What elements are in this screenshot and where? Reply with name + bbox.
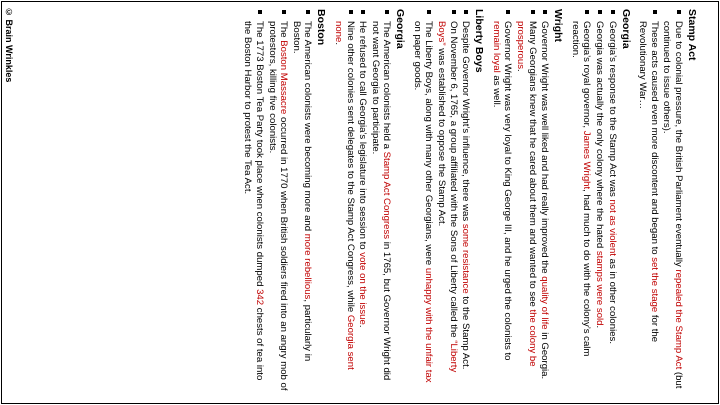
highlighted-text: stamps were sold [594, 250, 606, 326]
highlighted-text: Georgia sent none [332, 21, 356, 370]
bullet-item [661, 9, 684, 391]
body-text: as in other colonies. [606, 256, 618, 345]
body-text: Due to colonial pressure, the British Parliament eventually [673, 21, 684, 270]
body-text: The 1773 Boston Tea Party took place when colonists dumped [253, 21, 265, 290]
bullet-list [490, 9, 550, 391]
bullet-item [606, 9, 618, 391]
bullet-item [539, 9, 551, 391]
highlighted-text: Boston Massacre [278, 40, 290, 115]
section-heading: Stamp Act [686, 9, 698, 61]
body-text: , had much to do with the colony’s calm reaction. [569, 21, 593, 357]
body-text: On November 6, 1765, a group affiliated with the Sons of Liberty called the [447, 21, 459, 341]
section-heading: Boston [315, 9, 328, 46]
body-text: in Georgia. [539, 329, 551, 380]
body-text: The [278, 21, 290, 41]
highlighted-text: vote on the issue [357, 252, 369, 325]
body-text: Governor Wright was well liked and had really improved the [539, 21, 551, 277]
bullet-item [357, 9, 369, 391]
highlighted-text: quality of life [539, 276, 551, 330]
bullet-item [332, 9, 355, 391]
body-text: The Liberty Boys, along with many other Georgians, were [423, 21, 435, 268]
body-text: (but continued to issue others). [661, 21, 684, 389]
body-text: Despite Governor Wright’s influence, there was [460, 21, 472, 224]
body-text: . [594, 325, 606, 329]
bullet-item [411, 9, 434, 391]
section-georgia [569, 9, 631, 391]
body-text: Nine other colonies sent delegates to the Stamp Act Congress, while [344, 21, 356, 315]
bullet-item [637, 9, 660, 391]
bullet-icon [598, 10, 602, 14]
bullet-item [266, 9, 289, 391]
bullet-item [369, 9, 392, 391]
body-text: on paper goods. [411, 21, 423, 91]
bullet-icon [349, 10, 353, 14]
highlighted-text: James Wright [581, 130, 593, 190]
bullet-icon [531, 10, 535, 14]
bullet-item [290, 9, 313, 391]
bullet-list [332, 9, 392, 391]
bullet-item [242, 9, 265, 391]
body-text: was established to oppose the Stamp Act. [436, 45, 448, 227]
highlighted-text: not as violent [606, 199, 618, 257]
body-text: to the Stamp Act. [460, 293, 472, 370]
section-heading: Wright [552, 9, 565, 43]
body-text: These acts caused even more discontent and began to [648, 21, 660, 258]
highlighted-text: set the stage [648, 257, 660, 313]
bullet-list [569, 9, 617, 391]
body-text: . [332, 42, 344, 46]
body-text: The American colonists were becoming more and [302, 21, 314, 234]
body-text: Georgia’s response to the Stamp Act was [606, 21, 618, 200]
bullet-icon [452, 10, 456, 14]
body-text: The American colonists held a [381, 21, 393, 152]
section-liberty-boys [411, 9, 485, 391]
bullet-icon [677, 10, 681, 14]
section-georgia [332, 9, 406, 391]
highlighted-text: the colony be prosperous [515, 21, 538, 367]
bullet-icon [653, 10, 657, 14]
bullet-list [637, 9, 684, 391]
highlighted-text: remain loyal [490, 21, 502, 73]
bullet-icon [428, 10, 432, 14]
body-text: in 1765, but Governor Wright did not want Georgia to participate. [369, 21, 393, 381]
body-text: for the Revolutionary War… [637, 21, 660, 343]
bullet-item [436, 9, 459, 391]
body-text: as well. [490, 72, 502, 108]
body-text: . [515, 69, 527, 72]
copyright-text: © Brain Wrinkles [4, 7, 14, 83]
bullet-list [411, 9, 471, 391]
body-text: Many Georgians knew that he cared about them and wanted to see [526, 21, 538, 310]
slide-content [16, 2, 706, 397]
bullet-icon [611, 10, 615, 14]
highlighted-text: “Liberty Boys” [436, 21, 459, 373]
bullet-icon [361, 10, 365, 14]
section-heading: Georgia [394, 9, 407, 49]
highlighted-text: Stamp Act Congress [381, 151, 393, 240]
bullet-icon [385, 10, 389, 14]
body-text: Georgia’s royal governor, [581, 21, 593, 131]
body-text: He refused to call Georgia’s legislature into session to [357, 21, 369, 253]
bullet-icon [464, 10, 468, 14]
copyright-notice [2, 7, 16, 402]
body-text: Georgia was actually the only colony where the hated [594, 21, 606, 251]
bullet-icon [506, 10, 510, 14]
body-text: Governor Wright was very loyal to King George III, and he urged the colonists to [502, 21, 514, 361]
bullet-icon [258, 10, 262, 14]
section-heading: Liberty Boys [473, 9, 486, 73]
section-stamp-act [637, 9, 698, 391]
bullet-item [569, 9, 592, 391]
highlighted-text: 342 [253, 289, 265, 306]
highlighted-text: unhappy with the unfair tax [423, 267, 435, 383]
highlighted-text: more rebellious [302, 233, 314, 300]
body-text: chests of tea into the Boston Harbor to protest the Tea Act. [242, 21, 265, 381]
body-text: , particularly in Boston. [290, 21, 314, 362]
section-wright [490, 9, 564, 391]
bullet-icon [543, 10, 547, 14]
bullet-icon [585, 10, 589, 14]
highlighted-text: some resistance [460, 223, 472, 294]
body-text: occurred in 1770 when British soldiers fired into an angry mob of protestors, killing five colonists. [266, 21, 290, 391]
bullet-icon [282, 10, 286, 14]
section-boston [242, 9, 328, 391]
highlighted-text: repealed the Stamp Act [673, 269, 684, 370]
bullet-item [593, 9, 605, 391]
bullet-list [242, 9, 314, 391]
bullet-item [514, 9, 537, 391]
section-heading: Georgia [619, 9, 632, 49]
body-text: . [357, 324, 369, 328]
bullet-item [490, 9, 513, 391]
bullet-icon [306, 10, 310, 14]
slide-frame [1, 1, 719, 404]
bullet-item [460, 9, 472, 391]
